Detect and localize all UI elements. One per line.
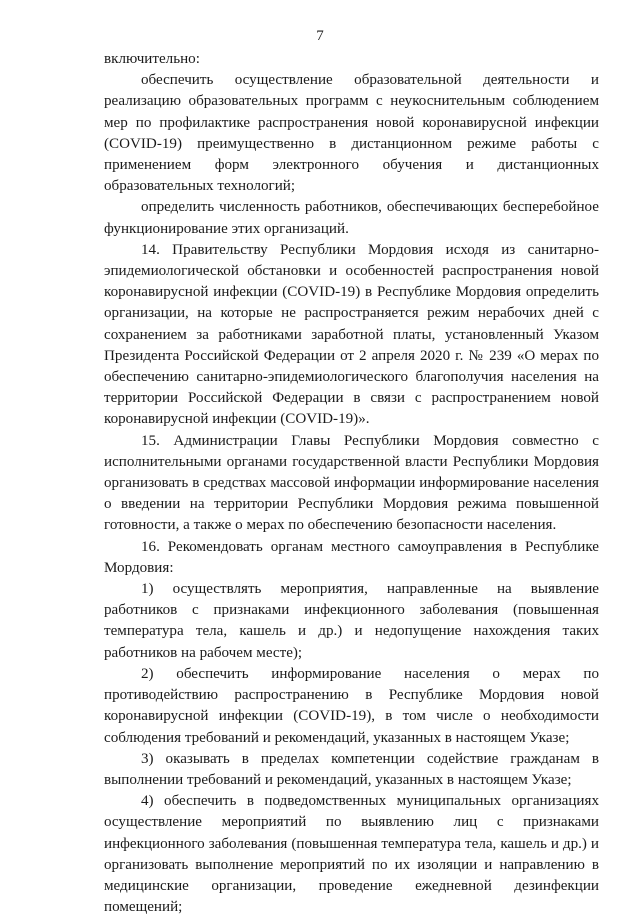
paragraph-continuation: включительно: xyxy=(104,51,200,67)
paragraph-item-14: 14. Правительству Республики Мордовия исходя из санитарно-эпидемиологической обстановки и особенностей распространения новой коронавирусной инфекции (COVID-19) в Республике Мордовия определить организации, на которые не распространяется режим нерабочих дней с сохранением за работниками заработной платы, установленный Указом Президента Российской Федерации от 2 апреля 2020 г. № 239 «О мерах по обеспечению санитарно-эпидемиологического благополучия населения на территории Российской Федерации в связи с распространением новой коронавирусной инфекции (COVID-19)». xyxy=(104,241,599,428)
paragraph-subitem-3: 3) оказывать в пределах компетенции содействие гражданам в выполнении требований и рекомендаций, указанных в настоящем Указе; xyxy=(104,750,599,788)
paragraph-item-16: 16. Рекомендовать органам местного самоуправления в Республике Мордовия: xyxy=(104,538,599,576)
paragraph-subitem-4: 4) обеспечить в подведомственных муниципальных организациях осуществление мероприятий по выявлению лиц с признаками инфекционного заболевания (повышенная температура тела, кашель и др.) и организовать выполнение мероприятий по их изоляции и направлению в медицинские организации, проведение ежедневной дезинфекции помещений; xyxy=(104,793,599,916)
paragraph-subitem-2: 2) обеспечить информирование населения о мерах по противодействию распространению в Республике Мордовия новой коронавирусной инфекции (COVID-19), в том числе о необходимости соблюдения требований и рекомендаций, указанных в настоящем Указе; xyxy=(104,665,599,746)
page-number: 7 xyxy=(316,28,324,44)
document-body xyxy=(104,49,599,918)
paragraph-education: обеспечить осуществление образовательной деятельности и реализацию образовательных программ с неукоснительным соблюдением мер по профилактике распространения новой коронавирусной инфекции (COVID-19) преимущественно в дистанционном режиме работы с применением форм электронного обучения и дистанционных образовательных технологий; xyxy=(104,72,599,195)
paragraph-staffing: определить численность работников, обеспечивающих бесперебойное функционирование этих организаций. xyxy=(104,199,599,237)
paragraph-subitem-1: 1) осуществлять мероприятия, направленные на выявление работников с признаками инфекционного заболевания (повышенная температура тела, кашель и др.) и недопущение нахождения таких работников на рабочем месте); xyxy=(104,581,599,661)
paragraph-item-15: 15. Администрации Главы Республики Мордовия совместно с исполнительными органами государственной власти Республики Мордовия организовать в средствах массовой информации информирование населения о введении на территории Республики Мордовия режима повышенной готовности, а также о мерах по обеспечению безопасности населения. xyxy=(104,432,599,534)
